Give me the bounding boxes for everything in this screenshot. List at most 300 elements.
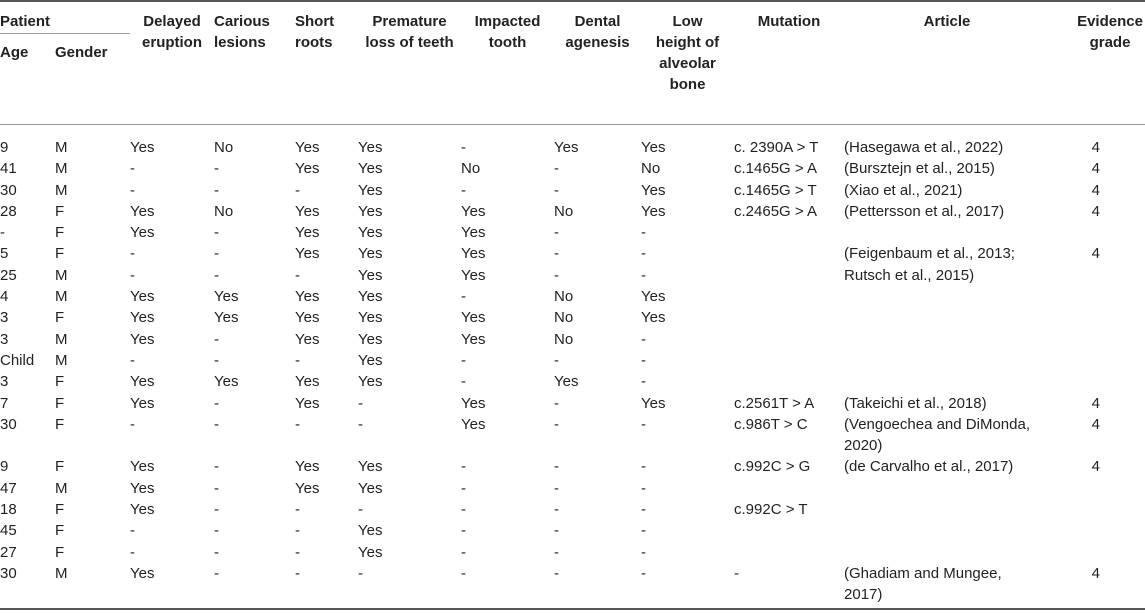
cell-dental-agenesis: - [554, 458, 560, 476]
cell-premature-loss: Yes [358, 330, 383, 348]
cell-short-roots: Yes [295, 245, 320, 263]
cell-gender: M [55, 330, 68, 348]
cell-impacted-tooth [461, 584, 554, 608]
cell-dental-agenesis: Yes [554, 373, 579, 391]
cell-evidence-grade [1050, 520, 1145, 541]
cell-mutation: c.992C > G [734, 458, 811, 476]
cell-age: 30 [0, 564, 17, 582]
cell-delayed-eruption: - [130, 415, 136, 433]
cell-age: 3 [0, 309, 9, 327]
cell-age: 28 [0, 202, 17, 220]
cell-low-height: Yes [641, 288, 666, 306]
table-row [0, 222, 1145, 243]
cell-mutation [734, 435, 844, 456]
cell-premature-loss: Yes [358, 266, 383, 284]
cell-impacted-tooth: Yes [461, 245, 486, 263]
cell-dental-agenesis: - [554, 266, 560, 284]
cell-gender: F [55, 458, 65, 476]
cell-age: 30 [0, 181, 17, 199]
cell-low-height: - [641, 458, 647, 476]
cell-evidence-grade [1050, 286, 1145, 307]
cell-carious-lesions: - [214, 160, 220, 178]
cell-short-roots: - [295, 543, 301, 561]
cell-dental-agenesis: - [554, 181, 560, 199]
table-row [0, 478, 1145, 499]
table-row [0, 499, 1145, 520]
cell-delayed-eruption: Yes [130, 479, 155, 497]
cell-mutation: c.992C > T [734, 501, 808, 519]
cell-carious-lesions: - [214, 351, 220, 369]
cell-low-height: Yes [641, 394, 666, 412]
cell-delayed-eruption: Yes [130, 224, 155, 242]
cell-mutation [734, 307, 844, 328]
cell-age [0, 584, 55, 608]
cell-gender: F [55, 245, 65, 263]
table-row [0, 307, 1145, 328]
low-height-header-text: Low height of alveolar bone [655, 13, 720, 93]
cell-carious-lesions: Yes [214, 373, 239, 391]
cell-gender: F [55, 522, 65, 540]
cell-short-roots: Yes [295, 330, 320, 348]
cell-premature-loss: Yes [358, 160, 383, 178]
patient-header: Patient [0, 1, 130, 34]
cell-gender: M [55, 479, 68, 497]
cell-age: 47 [0, 479, 17, 497]
cell-short-roots: Yes [295, 458, 320, 476]
cell-carious-lesions [214, 584, 295, 608]
cell-low-height: - [641, 543, 647, 561]
cell-article [844, 222, 1050, 243]
cell-delayed-eruption [130, 584, 214, 608]
cell-delayed-eruption: Yes [130, 564, 155, 582]
cell-dental-agenesis: No [554, 202, 574, 220]
carious-lesions-header: Carious lesions [214, 1, 295, 125]
cell-gender: F [55, 309, 65, 327]
cell-mutation: - [734, 564, 740, 582]
table-row [0, 158, 1145, 179]
cell-article [844, 542, 1050, 563]
cell-dental-agenesis: No [554, 330, 574, 348]
cell-delayed-eruption: Yes [130, 139, 155, 156]
cell-delayed-eruption: - [130, 160, 136, 178]
cell-evidence-grade: 4 [1091, 181, 1101, 199]
cell-gender: F [55, 202, 65, 220]
cell-premature-loss: Yes [358, 373, 383, 391]
cell-dental-agenesis: - [554, 224, 560, 242]
cell-carious-lesions: - [214, 479, 220, 497]
cell-article: Rutsch et al., 2015) [844, 266, 975, 284]
cell-mutation [734, 243, 844, 264]
cell-dental-agenesis: - [554, 564, 560, 582]
table-row [0, 393, 1145, 414]
cell-evidence-grade [1050, 329, 1145, 350]
cell-gender: M [55, 288, 68, 306]
cell-evidence-grade [1050, 499, 1145, 520]
cell-carious-lesions: No [214, 139, 234, 156]
header-row-1 [0, 1, 1145, 34]
cell-short-roots: - [295, 181, 301, 199]
cell-short-roots: - [295, 266, 301, 284]
cell-article: (Takeichi et al., 2018) [844, 394, 987, 412]
cell-low-height: - [641, 266, 647, 284]
cell-impacted-tooth: - [461, 501, 467, 519]
cell-evidence-grade: 4 [1091, 160, 1101, 178]
cell-delayed-eruption: Yes [130, 373, 155, 391]
cell-carious-lesions: Yes [214, 309, 239, 327]
table-row [0, 584, 1145, 608]
cell-impacted-tooth: - [461, 564, 467, 582]
cell-article: (Vengoechea and DiMonda, [844, 415, 1030, 433]
cell-mutation: c. 2390A > T [734, 139, 819, 156]
cell-dental-agenesis: - [554, 415, 560, 433]
table-row [0, 520, 1145, 541]
cell-short-roots: Yes [295, 479, 320, 497]
cell-dental-agenesis: - [554, 479, 560, 497]
cell-carious-lesions [214, 435, 295, 456]
cell-short-roots: - [295, 415, 301, 433]
cell-age: 41 [0, 160, 17, 178]
cell-delayed-eruption: Yes [130, 309, 155, 327]
cell-evidence-grade: 4 [1091, 564, 1101, 582]
cell-impacted-tooth: Yes [461, 309, 486, 327]
cell-mutation: c.1465G > T [734, 181, 817, 199]
cell-gender: F [55, 394, 65, 412]
cell-carious-lesions: - [214, 181, 220, 199]
cell-gender [55, 435, 130, 456]
cell-age: 25 [0, 266, 17, 284]
cell-age [0, 435, 55, 456]
cell-gender: F [55, 373, 65, 391]
cell-mutation [734, 371, 844, 392]
cell-carious-lesions: - [214, 394, 220, 412]
cell-dental-agenesis: - [554, 160, 560, 178]
cell-article [844, 371, 1050, 392]
low-height-header [641, 1, 734, 125]
cell-low-height: - [641, 415, 647, 433]
cell-age: 30 [0, 415, 17, 433]
cell-evidence-grade: 4 [1091, 415, 1101, 433]
cell-premature-loss: Yes [358, 181, 383, 199]
cell-article [844, 520, 1050, 541]
cell-premature-loss [358, 435, 461, 456]
cell-dental-agenesis: No [554, 309, 574, 327]
cell-low-height: - [641, 224, 647, 242]
cell-evidence-grade: 4 [1091, 245, 1101, 263]
mutation-header: Mutation [734, 1, 844, 125]
cell-article: (Hasegawa et al., 2022) [844, 139, 1004, 156]
cell-impacted-tooth: - [461, 373, 467, 391]
cell-premature-loss: Yes [358, 288, 383, 306]
table-row [0, 201, 1145, 222]
cell-article: (Feigenbaum et al., 2013; [844, 245, 1015, 263]
cell-short-roots: - [295, 522, 301, 540]
evidence-grade-header-text: Evidence grade [1077, 13, 1143, 51]
impacted-tooth-header: Impacted tooth [461, 1, 554, 125]
cell-dental-agenesis: - [554, 543, 560, 561]
cell-short-roots: Yes [295, 373, 320, 391]
cell-article: 2020) [844, 437, 883, 455]
cell-dental-agenesis: - [554, 245, 560, 263]
cell-dental-agenesis: - [554, 522, 560, 540]
cell-dental-agenesis: Yes [554, 139, 579, 156]
cell-evidence-grade [1050, 584, 1145, 608]
cell-impacted-tooth: - [461, 479, 467, 497]
cell-premature-loss: Yes [358, 224, 383, 242]
table-row [0, 542, 1145, 563]
cell-mutation: c.2561T > A [734, 394, 815, 412]
table-row [0, 180, 1145, 201]
cell-mutation: c.2465G > A [734, 202, 817, 220]
cell-delayed-eruption: Yes [130, 288, 155, 306]
cell-evidence-grade [1050, 435, 1145, 456]
cell-premature-loss: Yes [358, 245, 383, 263]
cell-delayed-eruption: - [130, 181, 136, 199]
cell-short-roots: - [295, 501, 301, 519]
cell-age: 27 [0, 543, 17, 561]
cell-low-height: Yes [641, 309, 666, 327]
cell-short-roots: Yes [295, 139, 320, 156]
cell-mutation [734, 265, 844, 286]
cell-low-height: No [641, 160, 661, 178]
cell-gender: F [55, 501, 65, 519]
cell-carious-lesions: - [214, 522, 220, 540]
cell-gender: F [55, 415, 65, 433]
short-roots-header: Short roots [295, 1, 358, 125]
cell-mutation [734, 286, 844, 307]
article-header: Article [844, 1, 1050, 125]
cell-delayed-eruption: Yes [130, 330, 155, 348]
cell-gender: M [55, 160, 68, 178]
cell-premature-loss [358, 584, 461, 608]
cell-delayed-eruption: Yes [130, 458, 155, 476]
table-row [0, 563, 1145, 584]
cell-short-roots: Yes [295, 160, 320, 178]
cell-dental-agenesis: - [554, 394, 560, 412]
cell-gender: F [55, 224, 65, 242]
cell-carious-lesions: - [214, 564, 220, 582]
table-row [0, 371, 1145, 392]
cell-short-roots: Yes [295, 202, 320, 220]
cell-article: (Xiao et al., 2021) [844, 181, 963, 199]
cell-evidence-grade [1050, 478, 1145, 499]
cell-mutation [734, 584, 844, 608]
cell-premature-loss: - [358, 415, 364, 433]
cell-impacted-tooth: No [461, 160, 481, 178]
cell-mutation [734, 350, 844, 371]
cell-low-height: - [641, 330, 647, 348]
cell-short-roots: - [295, 564, 301, 582]
cell-evidence-grade [1050, 265, 1145, 286]
cell-dental-agenesis: - [554, 351, 560, 369]
cell-premature-loss: Yes [358, 479, 383, 497]
cell-gender: F [55, 543, 65, 561]
cell-low-height: - [641, 479, 647, 497]
cell-low-height: Yes [641, 181, 666, 199]
cell-age: 5 [0, 245, 9, 263]
cell-gender [55, 584, 130, 608]
cell-low-height: Yes [641, 202, 666, 220]
cell-impacted-tooth: Yes [461, 266, 486, 284]
cell-impacted-tooth: - [461, 181, 467, 199]
cell-age: 18 [0, 501, 17, 519]
cell-article [844, 499, 1050, 520]
gender-header: Gender [55, 34, 130, 125]
cell-mutation [734, 478, 844, 499]
cell-impacted-tooth: Yes [461, 224, 486, 242]
cell-impacted-tooth: Yes [461, 415, 486, 433]
cell-article [844, 307, 1050, 328]
cell-evidence-grade: 4 [1091, 394, 1101, 412]
cell-evidence-grade: 4 [1091, 202, 1101, 220]
cell-mutation [734, 329, 844, 350]
cell-low-height: - [641, 373, 647, 391]
cell-dental-agenesis [554, 584, 641, 608]
cell-premature-loss: - [358, 394, 364, 412]
cell-premature-loss: Yes [358, 202, 383, 220]
cell-low-height: - [641, 351, 647, 369]
cell-age: Child [0, 351, 35, 369]
cell-short-roots: Yes [295, 309, 320, 327]
cell-delayed-eruption: - [130, 543, 136, 561]
cell-impacted-tooth: - [461, 522, 467, 540]
cell-age: 7 [0, 394, 9, 412]
cell-impacted-tooth: - [461, 351, 467, 369]
cell-carious-lesions: - [214, 224, 220, 242]
cell-impacted-tooth: - [461, 288, 467, 306]
dental-agenesis-header: Dental agenesis [554, 1, 641, 125]
cell-article [844, 329, 1050, 350]
cell-age: 45 [0, 522, 17, 540]
cell-evidence-grade [1050, 371, 1145, 392]
cell-article [844, 350, 1050, 371]
cell-short-roots: Yes [295, 288, 320, 306]
evidence-grade-header [1050, 1, 1145, 125]
cell-low-height: Yes [641, 139, 666, 156]
cell-impacted-tooth: Yes [461, 394, 486, 412]
cell-low-height: - [641, 245, 647, 263]
cell-low-height: - [641, 564, 647, 582]
cell-carious-lesions: - [214, 501, 220, 519]
cell-dental-agenesis: - [554, 501, 560, 519]
cell-article: (Pettersson et al., 2017) [844, 202, 1005, 220]
cell-short-roots: - [295, 351, 301, 369]
cell-impacted-tooth: Yes [461, 330, 486, 348]
table-row [0, 350, 1145, 371]
cell-carious-lesions: - [214, 245, 220, 263]
cell-delayed-eruption: Yes [130, 501, 155, 519]
cell-article: (de Carvalho et al., 2017) [844, 458, 1014, 476]
table-row [0, 435, 1145, 456]
cell-premature-loss: - [358, 564, 364, 582]
cell-short-roots [295, 435, 358, 456]
cell-gender: M [55, 266, 68, 284]
cell-article: 2017) [844, 584, 1050, 608]
cell-carious-lesions: - [214, 415, 220, 433]
cell-article [844, 478, 1050, 499]
table-body [0, 125, 1145, 609]
cell-impacted-tooth: - [461, 458, 467, 476]
cell-age: 9 [0, 139, 9, 156]
cell-delayed-eruption: Yes [130, 202, 155, 220]
cell-premature-loss: Yes [358, 139, 383, 156]
premature-loss-header: Premature loss of teeth [358, 1, 461, 125]
cell-age: 4 [0, 288, 9, 306]
cell-impacted-tooth: - [461, 543, 467, 561]
cell-age: 3 [0, 330, 9, 348]
cell-gender: M [55, 564, 68, 582]
cell-gender: M [55, 139, 68, 156]
cell-article: (Bursztejn et al., 2015) [844, 160, 995, 178]
cell-delayed-eruption: - [130, 266, 136, 284]
cell-dental-agenesis: No [554, 288, 574, 306]
cell-premature-loss: Yes [358, 522, 383, 540]
table-row [0, 125, 1145, 159]
table-row [0, 329, 1145, 350]
cell-premature-loss: Yes [358, 309, 383, 327]
table-row [0, 414, 1145, 435]
cell-evidence-grade: 4 [1091, 458, 1101, 476]
cell-premature-loss: Yes [358, 458, 383, 476]
cell-carious-lesions: - [214, 266, 220, 284]
cell-short-roots [295, 584, 358, 608]
cell-impacted-tooth: - [461, 139, 467, 156]
cell-mutation: c.986T > C [734, 415, 808, 433]
cell-evidence-grade [1050, 222, 1145, 243]
cell-evidence-grade: 4 [1091, 139, 1101, 156]
cell-evidence-grade [1050, 307, 1145, 328]
cell-gender: M [55, 181, 68, 199]
cell-premature-loss: Yes [358, 351, 383, 369]
cell-low-height [641, 584, 734, 608]
cell-evidence-grade [1050, 542, 1145, 563]
cell-carious-lesions: - [214, 543, 220, 561]
cell-impacted-tooth: Yes [461, 202, 486, 220]
cell-premature-loss: Yes [358, 543, 383, 561]
cell-carious-lesions: - [214, 330, 220, 348]
cell-article [844, 286, 1050, 307]
cell-low-height: - [641, 522, 647, 540]
table-row [0, 456, 1145, 477]
cell-dental-agenesis [554, 435, 641, 456]
cell-mutation [734, 520, 844, 541]
table-row [0, 286, 1145, 307]
delayed-eruption-header: Delayed eruption [130, 1, 214, 125]
cell-age: - [0, 224, 5, 242]
cell-short-roots: Yes [295, 224, 320, 242]
cell-carious-lesions: - [214, 458, 220, 476]
cell-delayed-eruption [130, 435, 214, 456]
cell-impacted-tooth [461, 435, 554, 456]
age-header: Age [0, 34, 55, 125]
cell-delayed-eruption: - [130, 245, 136, 263]
cell-low-height [641, 435, 734, 456]
cell-article: (Ghadiam and Mungee, [844, 564, 1002, 582]
cell-delayed-eruption: - [130, 351, 136, 369]
cell-carious-lesions: No [214, 202, 234, 220]
cell-delayed-eruption: Yes [130, 394, 155, 412]
table-row [0, 243, 1145, 264]
table-row [0, 265, 1145, 286]
cell-delayed-eruption: - [130, 522, 136, 540]
cell-low-height: - [641, 501, 647, 519]
cell-mutation [734, 542, 844, 563]
cell-gender: M [55, 351, 68, 369]
cell-age: 9 [0, 458, 9, 476]
cell-premature-loss: - [358, 501, 364, 519]
cell-mutation: c.1465G > A [734, 160, 817, 178]
cell-evidence-grade [1050, 350, 1145, 371]
cell-age: 3 [0, 373, 9, 391]
